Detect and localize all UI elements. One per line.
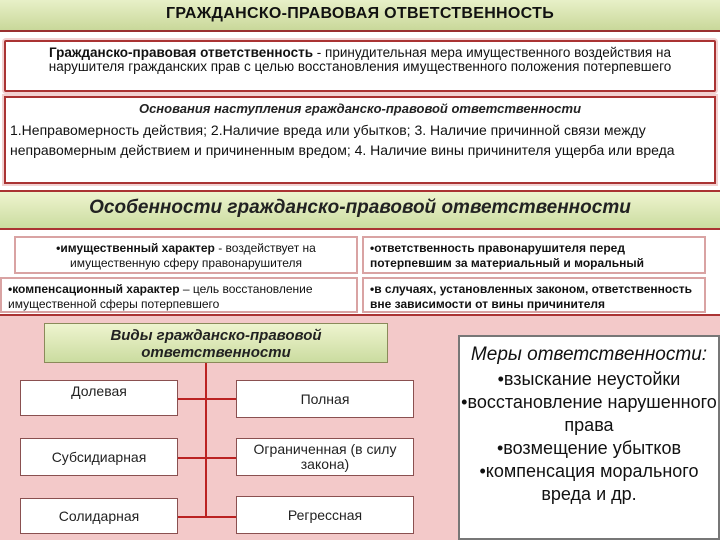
measure-item: •возмещение убытков [496,438,682,458]
features-title: Особенности гражданско-правовой ответственности [89,197,631,218]
feature-bold: •в случаях, установленных законом, ответственность вне зависимости от вины причинителя [370,282,693,311]
type-box-subsidiarnaya: Субсидиарная [20,438,178,476]
type-box-ogranichennaya: Ограниченная (в силу закона) [236,438,414,476]
definition-term: Гражданско-правовая ответственность [49,45,314,60]
definition-text: - принудительная мера имущественного воздействия на нарушителя гражданских прав с целью восстановления имущественного положения потерпевшего [48,45,672,74]
definition-box [4,40,716,92]
grounds-text: 1.Неправомерность действия; 2.Наличие вреда или убытков; 3. Наличие причинной связи между неправомерным действием и причиненным вредом; 4. Наличие вины причинителя ущерба или вреда [10,122,675,158]
page-title: ГРАЖДАНСКО-ПРАВОВАЯ ОТВЕТСТВЕННОСТЬ [166,5,554,22]
feature-text: – цель восстановление имущественной сферы потерпевшего [8,282,313,311]
connector-line [178,398,236,400]
type-box-polnaya: Полная [236,380,414,418]
type-box-dolevaya: Долевая [20,380,178,416]
feature-item [0,277,358,313]
measure-item: •восстановление нарушенного права [461,392,717,435]
grounds-title: Основания наступления гражданско-правовой ответственности [138,101,582,116]
measure-item: •взыскание неустойки [497,369,681,389]
connector-line [178,457,236,459]
feature-bold: •ответственность правонарушителя перед потерпевшим за материальный и моральный [370,241,645,270]
types-title: Виды гражданско-правовой ответственности [44,323,388,363]
feature-text: - воздействует на имущественную сферу правонарушителя [70,241,316,270]
measures-box [458,335,720,540]
feature-bold: •имущественный характер [56,241,215,255]
type-box-regressnaya: Регрессная [236,496,414,534]
feature-item [362,236,706,274]
measure-item: •компенсация морального вреда и др. [479,461,699,504]
connector-line [178,516,236,518]
feature-item [14,236,358,274]
measures-title: Меры ответственности: [470,344,708,365]
connector-line [205,363,207,518]
feature-bold: •компенсационный характер [8,282,180,296]
type-box-solidarnaya: Солидарная [20,498,178,534]
feature-item [362,277,706,313]
